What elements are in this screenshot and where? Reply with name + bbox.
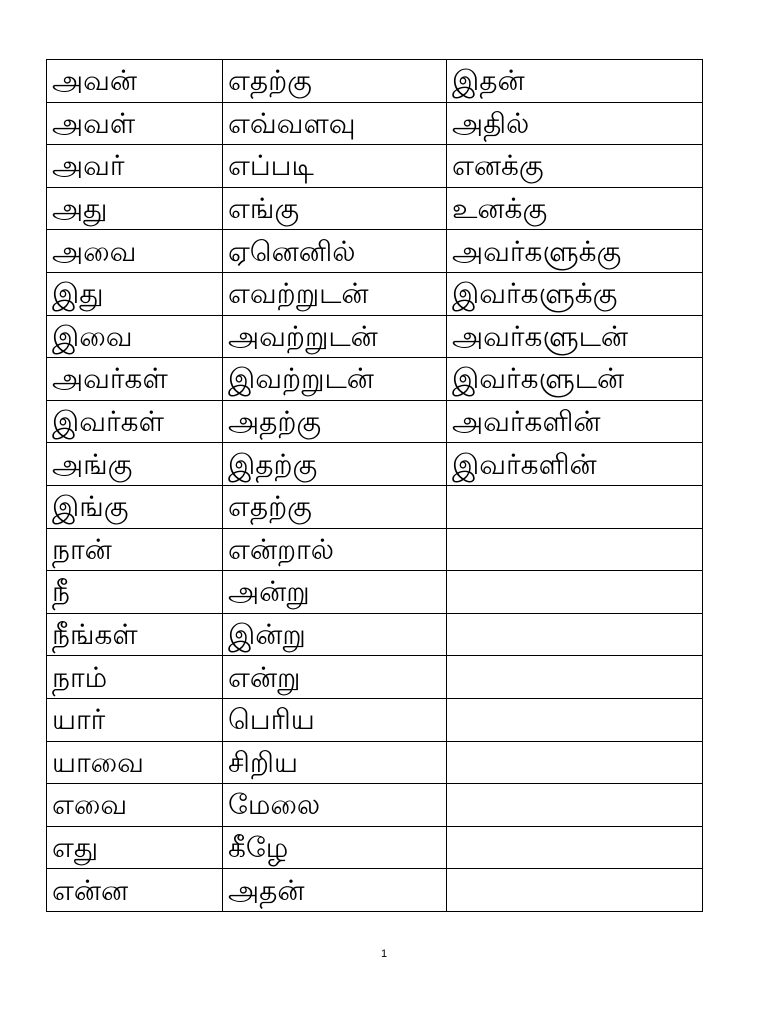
table-cell [447,571,703,614]
table-cell: சிறிய [223,741,447,784]
table-cell: எதற்கு [223,60,447,103]
table-row [47,315,703,358]
table-cell: உனக்கு [447,187,703,230]
table-cell: அவற்றுடன் [223,315,447,358]
table-row [47,571,703,614]
table-cell: இவர்களுக்கு [447,272,703,315]
table-cell: அன்று [223,571,447,614]
table-row [47,869,703,912]
table-cell: அவர் [47,145,223,188]
table-cell: ஏனெனில் [223,230,447,273]
table-row [47,826,703,869]
table-cell: எவ்வளவு [223,102,447,145]
word-table-body [47,60,703,912]
word-table [46,59,703,912]
table-cell [447,656,703,699]
table-cell: இங்கு [47,485,223,528]
table-cell: நாம் [47,656,223,699]
table-cell: இதன் [447,60,703,103]
table-cell: என்றால் [223,528,447,571]
table-cell: இவற்றுடன் [223,358,447,401]
table-cell: நீ [47,571,223,614]
table-row [47,60,703,103]
table-cell: அதன் [223,869,447,912]
table-cell: பெரிய [223,698,447,741]
table-cell: மேலை [223,784,447,827]
table-row [47,400,703,443]
table-cell: நான் [47,528,223,571]
table-cell [447,826,703,869]
table-cell [447,741,703,784]
table-cell: எது [47,826,223,869]
table-row [47,272,703,315]
table-cell: எவற்றுடன் [223,272,447,315]
table-row [47,187,703,230]
table-cell: எதற்கு [223,485,447,528]
table-cell: அவர்களுடன் [447,315,703,358]
table-cell: இவை [47,315,223,358]
table-cell: இவர்களுடன் [447,358,703,401]
table-cell: இன்று [223,613,447,656]
table-cell: என்று [223,656,447,699]
table-cell: அங்கு [47,443,223,486]
table-cell: அது [47,187,223,230]
table-cell: இவர்களின் [447,443,703,486]
table-cell: இவர்கள் [47,400,223,443]
table-cell: அவள் [47,102,223,145]
table-cell: இது [47,272,223,315]
table-cell: எவை [47,784,223,827]
table-row [47,741,703,784]
table-cell: எனக்கு [447,145,703,188]
table-row [47,145,703,188]
table-row [47,102,703,145]
table-row [47,613,703,656]
table-cell [447,613,703,656]
table-cell: என்ன [47,869,223,912]
table-cell: இதற்கு [223,443,447,486]
table-row [47,358,703,401]
table-row [47,528,703,571]
table-cell [447,485,703,528]
table-cell: யாவை [47,741,223,784]
table-cell: அவன் [47,60,223,103]
table-cell: அவை [47,230,223,273]
table-cell: அதற்கு [223,400,447,443]
table-row [47,784,703,827]
table-cell: அவர்களுக்கு [447,230,703,273]
table-cell: அதில் [447,102,703,145]
table-row [47,485,703,528]
page-number: 1 [380,948,388,960]
table-row [47,698,703,741]
table-cell [447,869,703,912]
table-row [47,656,703,699]
table-cell: அவர்களின் [447,400,703,443]
table-row [47,230,703,273]
table-cell [447,784,703,827]
table-row [47,443,703,486]
table-cell: எப்படி [223,145,447,188]
table-cell: நீங்கள் [47,613,223,656]
table-cell: யார் [47,698,223,741]
table-cell [447,698,703,741]
table-cell [447,528,703,571]
table-cell: எங்கு [223,187,447,230]
table-cell: கீழே [223,826,447,869]
table-cell: அவர்கள் [47,358,223,401]
